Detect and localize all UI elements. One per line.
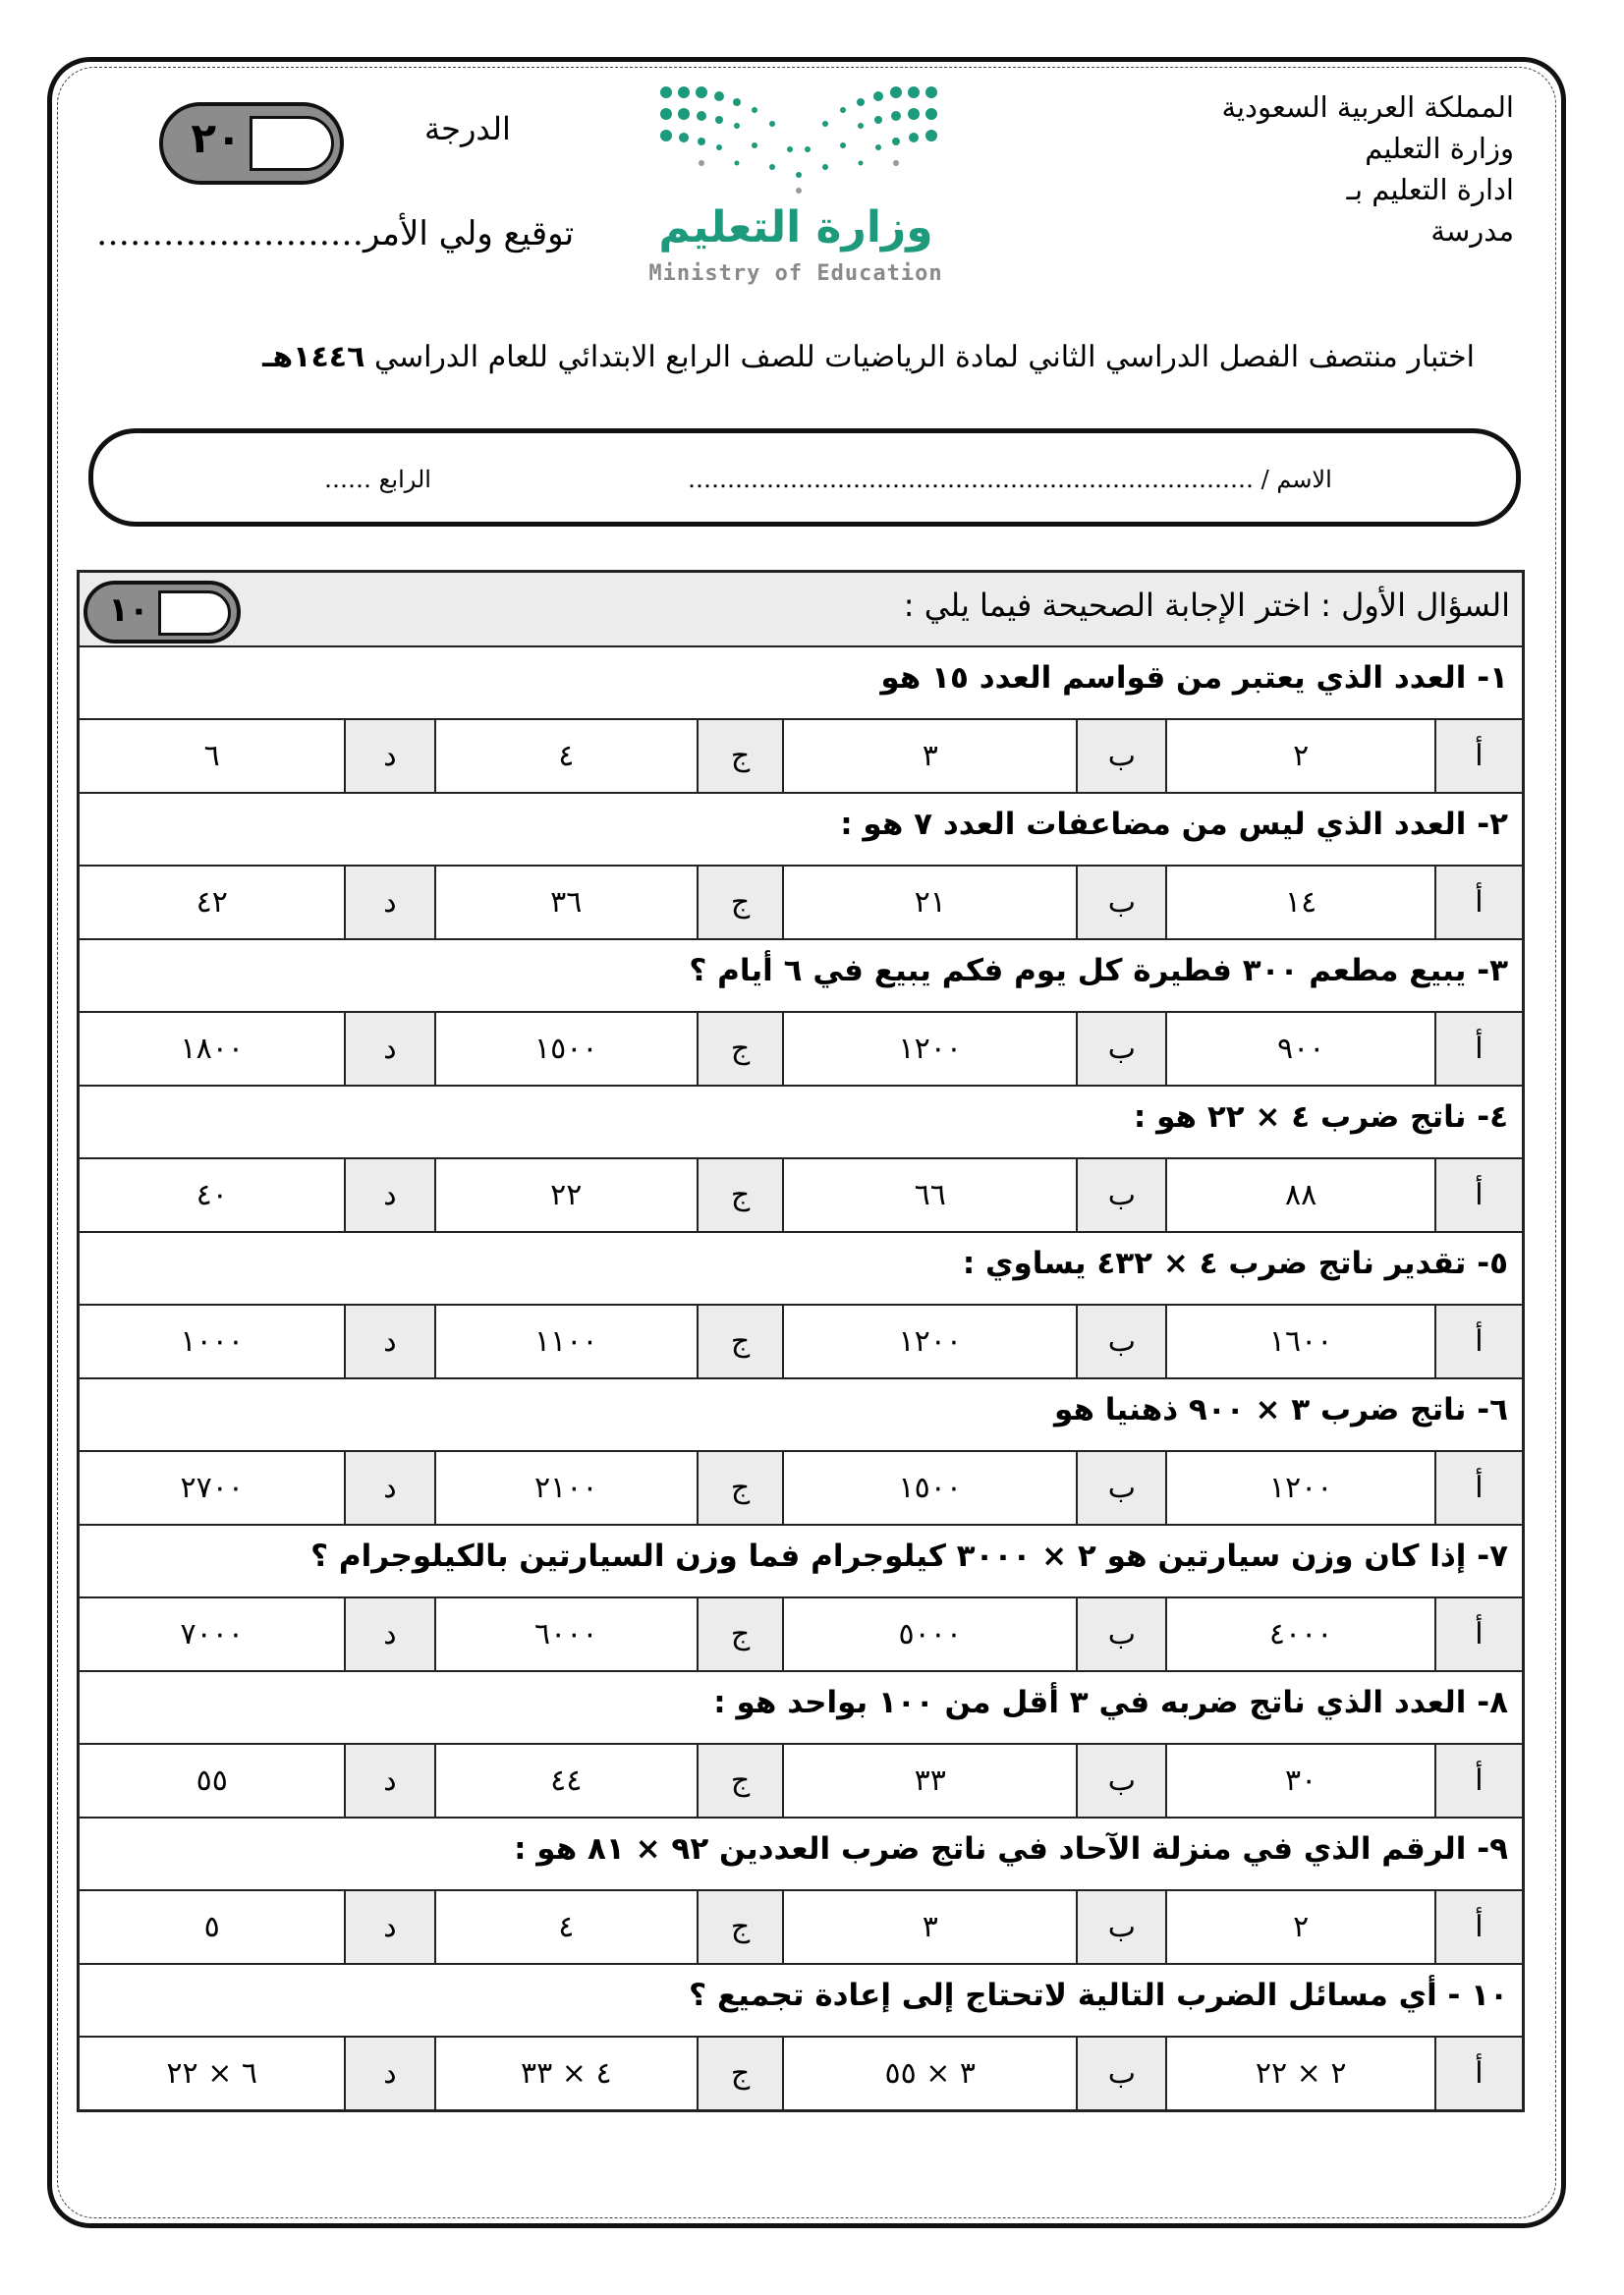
option-letter: د [344,1159,433,1231]
admin-line: ادارة التعليم بـ [1346,173,1514,206]
question-text: ١- العدد الذي يعتبر من قواسم العدد ١٥ هو [880,660,1508,696]
option-letter: أ [1434,1745,1522,1817]
total-grade-badge [159,102,344,185]
option-value[interactable]: ٣٣ [782,1745,1076,1817]
option-letter: أ [1434,2038,1522,2109]
option-letter: أ [1434,1452,1522,1524]
option-letter: ج [697,1306,782,1377]
option-value[interactable]: ١٢٠٠ [1165,1452,1433,1524]
options-row [80,1891,1522,1965]
option-letter: ج [697,1745,782,1817]
school-header [1221,86,1514,252]
questions-table [77,570,1525,2112]
option-letter: أ [1434,867,1522,938]
option-letter: د [344,1745,433,1817]
option-value[interactable]: ٢١ [782,867,1076,938]
option-letter: ج [697,1159,782,1231]
option-value[interactable]: ٢ × ٢٢ [1165,2038,1433,2109]
option-letter: د [344,867,433,938]
option-value[interactable]: ١٥٠٠ [434,1013,697,1085]
options-row [80,1598,1522,1672]
option-letter: د [344,1452,433,1524]
total-grade-value: ٢٠ [191,114,242,162]
option-letter: ب [1076,1598,1165,1670]
option-letter: ب [1076,720,1165,792]
question-text: ٤- ناتج ضرب ٤ × ٢٢ هو : [1133,1099,1508,1135]
exam-title [262,340,1475,374]
question-text: ٨- العدد الذي ناتج ضربه في ٣ أقل من ١٠٠ بواحد هو : [713,1685,1508,1720]
options-row [80,1452,1522,1526]
options-row [80,1159,1522,1233]
option-value[interactable]: ٣ × ٥٥ [782,2038,1076,2109]
options-row [80,720,1522,794]
section-header [80,573,1522,647]
option-value[interactable]: ٥٠٠٠ [782,1598,1076,1670]
question-row [80,1379,1522,1452]
grade-blank-box [250,116,334,171]
option-value[interactable]: ١٨٠٠ [180,1032,244,1066]
logo-dots-icon [656,81,941,198]
question-row [80,1526,1522,1598]
option-value[interactable]: ٤٠ [196,1178,228,1212]
option-value[interactable]: ٦ [203,739,220,773]
question-row [80,1087,1522,1159]
grade-label: الدرجة [424,110,511,147]
option-value[interactable]: ١٢٠٠ [782,1306,1076,1377]
option-letter: أ [1434,1891,1522,1963]
option-letter: ب [1076,1159,1165,1231]
option-value[interactable]: ٦٠٠٠ [434,1598,697,1670]
option-letter: ب [1076,1306,1165,1377]
option-letter: أ [1434,1306,1522,1377]
option-value[interactable]: ٣ [782,720,1076,792]
option-value[interactable]: ١٦٠٠ [1165,1306,1433,1377]
option-value[interactable]: ٤ × ٣٣ [434,2038,697,2109]
logo-arabic-text: وزارة التعليم [658,202,933,252]
options-row [80,867,1522,940]
option-letter: ب [1076,1891,1165,1963]
option-letter: أ [1434,1013,1522,1085]
ministry-line: وزارة التعليم [1365,132,1514,165]
option-value[interactable]: ١٤ [1165,867,1433,938]
exam-year: ١٤٤٦هـ [262,340,365,374]
option-value[interactable]: ٣ [782,1891,1076,1963]
score-blank-box [158,590,231,636]
option-value[interactable]: ٤ [434,720,697,792]
option-letter: ج [697,867,782,938]
option-letter: ج [697,2038,782,2109]
option-value[interactable]: ٦ × ٢٢ [166,2056,257,2091]
option-value[interactable]: ٣٠ [1165,1745,1433,1817]
option-value[interactable]: ٤٠٠٠ [1165,1598,1433,1670]
question-row [80,1233,1522,1306]
question-text: ٣- يبيع مطعم ٣٠٠ فطيرة كل يوم فكم يبيع في ٦ أيام ؟ [689,953,1508,988]
question-row [80,1672,1522,1745]
section-score-value: ١٠ [108,590,149,630]
option-value[interactable]: ٧٠٠٠ [180,1617,244,1651]
option-value[interactable]: ٢٧٠٠ [180,1471,244,1505]
student-grade-field[interactable]: الرابع …… [324,466,431,493]
option-letter: ب [1076,1452,1165,1524]
question-row [80,1965,1522,2038]
option-letter: أ [1434,720,1522,792]
questions-body [80,647,1522,2109]
option-letter: د [344,2038,433,2109]
options-row [80,1306,1522,1379]
option-letter: ب [1076,1745,1165,1817]
option-value[interactable]: ٣٦ [434,867,697,938]
option-letter: د [344,1306,433,1377]
option-letter: د [344,1891,433,1963]
ministry-logo [648,77,943,303]
question-text: ٥- تقدير ناتج ضرب ٤ × ٤٣٢ يساوي : [962,1246,1508,1281]
option-value[interactable]: ٢ [1165,1891,1433,1963]
option-value[interactable]: ٥ [203,1910,220,1944]
section-score-badge [84,581,241,644]
option-letter: أ [1434,1598,1522,1670]
option-value[interactable]: ١٠٠٠ [180,1324,244,1359]
student-name-field[interactable]: الاسم / ……………………………………………………………… [688,466,1332,493]
option-letter: ب [1076,1013,1165,1085]
options-row [80,1013,1522,1087]
option-letter: د [344,720,433,792]
question-text: ٧- إذا كان وزن سيارتين هو ٢ × ٣٠٠٠ كيلوجرام فما وزن السيارتين بالكيلوجرام ؟ [310,1539,1508,1574]
question-row [80,940,1522,1013]
option-letter: ج [697,720,782,792]
option-value[interactable]: ١١٠٠ [434,1306,697,1377]
option-value[interactable]: ٢ [1165,720,1433,792]
option-letter: ب [1076,867,1165,938]
exam-title-text: اختبار منتصف الفصل الدراسي الثاني لمادة الرياضيات للصف الرابع الابتدائي للعام الدراسي [364,340,1475,374]
school-line: مدرسة [1430,214,1514,248]
option-value[interactable]: ٩٠٠ [1165,1013,1433,1085]
options-row [80,1745,1522,1819]
option-value[interactable]: ٤٢ [196,885,228,920]
option-letter: ج [697,1598,782,1670]
question-text: ١٠ - أي مسائل الضرب التالية لاتحتاج إلى إعادة تجميع ؟ [689,1978,1508,2013]
option-value[interactable]: ١٢٠٠ [782,1013,1076,1085]
question-text: ٩- الرقم الذي في منزلة الآحاد في ناتج ضرب العددين ٩٢ × ٨١ هو : [514,1831,1508,1867]
option-value[interactable]: ٤٤ [434,1745,697,1817]
section-title: السؤال الأول : اختر الإجابة الصحيحة فيما يلي : [903,587,1510,624]
option-letter: د [344,1598,433,1670]
option-letter: ج [697,1452,782,1524]
question-row [80,794,1522,867]
question-row [80,1819,1522,1891]
option-value[interactable]: ٦٦ [782,1159,1076,1231]
option-letter: د [344,1013,433,1085]
option-value[interactable]: ٥٥ [196,1763,228,1798]
option-value[interactable]: ١٥٠٠ [782,1452,1076,1524]
option-value[interactable]: ٨٨ [1165,1159,1433,1231]
option-letter: أ [1434,1159,1522,1231]
option-letter: ج [697,1013,782,1085]
question-row [80,647,1522,720]
option-value[interactable]: ٢١٠٠ [434,1452,697,1524]
option-value[interactable]: ٤ [434,1891,697,1963]
parent-signature-line[interactable]: توقيع ولي الأمر…………………… [96,214,575,253]
logo-english-text: Ministry of Education [648,261,943,286]
option-letter: ب [1076,2038,1165,2109]
option-value[interactable]: ٢٢ [434,1159,697,1231]
kingdom-line: المملكة العربية السعودية [1221,90,1514,124]
option-letter: ج [697,1891,782,1963]
question-text: ٦- ناتج ضرب ٣ × ٩٠٠ ذهنيا هو [1054,1392,1508,1427]
question-text: ٢- العدد الذي ليس من مضاعفات العدد ٧ هو : [840,807,1508,842]
options-row [80,2038,1522,2109]
